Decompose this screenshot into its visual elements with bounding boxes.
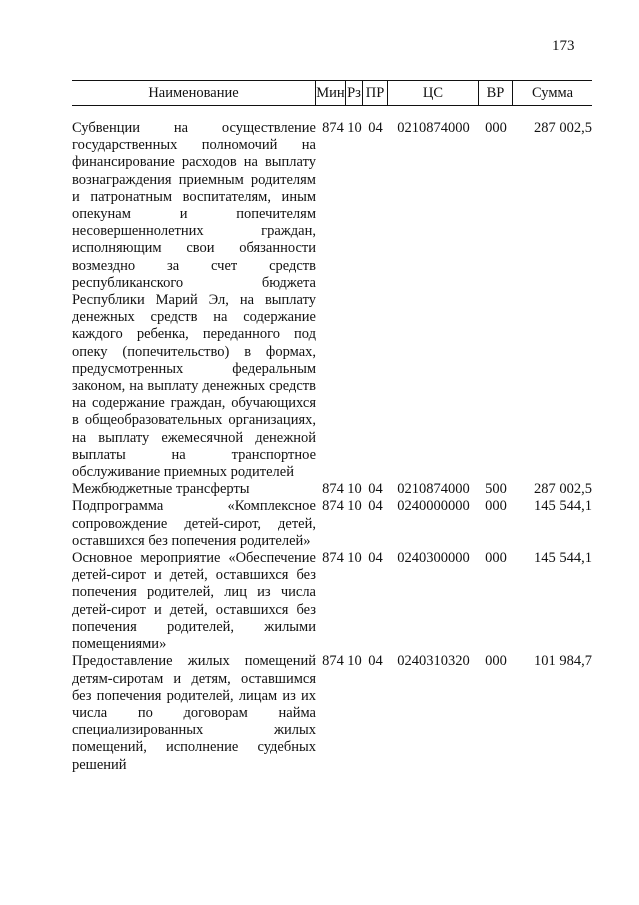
row-min: 874 xyxy=(322,481,344,498)
header-pr: ПР xyxy=(363,81,388,105)
row-vr: 000 xyxy=(485,120,507,136)
header-cs: ЦС xyxy=(388,81,479,105)
row-rz: 10 xyxy=(347,550,362,567)
row-rz: 10 xyxy=(347,120,362,136)
table-row xyxy=(72,498,592,550)
row-sum: 287 002,5 xyxy=(534,481,592,498)
row-min: 874 xyxy=(322,498,344,515)
row-cs: 0240000000 xyxy=(397,498,470,515)
row-vr: 500 xyxy=(485,481,507,498)
row-min: 874 xyxy=(322,120,344,136)
page-number: 173 xyxy=(552,38,575,54)
row-min: 874 xyxy=(322,550,344,567)
row-vr: 000 xyxy=(485,653,507,670)
row-cs: 0240310320 xyxy=(397,653,470,670)
row-vr: 000 xyxy=(485,550,507,567)
row-cs: 0210874000 xyxy=(397,120,470,136)
table-row xyxy=(72,550,592,653)
row-pr: 04 xyxy=(368,498,383,515)
row-pr: 04 xyxy=(368,120,383,136)
row-pr: 04 xyxy=(368,550,383,567)
header-rz: Рз xyxy=(346,81,363,105)
table-row xyxy=(72,120,592,481)
row-name: Основное мероприятие «Обеспечение детей-сирот и детей, оставшихся без попечения родителей, лиц из числа детей-сирот и детей, оставшихся без попечения родителей, жилыми помещениями» xyxy=(72,550,316,653)
row-rz: 10 xyxy=(347,498,362,515)
row-rz: 10 xyxy=(347,653,362,670)
row-min: 874 xyxy=(322,653,344,670)
row-rz: 10 xyxy=(347,481,362,498)
table-row xyxy=(72,481,592,498)
row-name: Предоставление жилых помещений детям-сиротам и детям, оставшимся без попечения родителей, лицам из их числа по договорам найма специализированных жилых помещений, исполнение судебных решений xyxy=(72,653,316,773)
row-vr: 000 xyxy=(485,498,507,515)
header-sum: Сумма xyxy=(531,84,574,101)
row-sum: 145 544,1 xyxy=(534,498,592,515)
row-sum: 287 002,5 xyxy=(534,120,592,136)
header-vr: ВР xyxy=(479,81,513,105)
row-name: Субвенции на осуществление государственных полномочий на финансирование расходов на выплату вознаграждения приемным родителям и патронатным воспитателям, иным опекунам и попечителям несовершеннолетних граждан, исполняющим свои обязанности возмездно за счет средств республиканского бюджета Республики Марий Эл, на выплату денежных средств на содержание каждого ребенка, переданного под опеку (попечительство) в формах, предусмотренных федеральным законом, на выплату денежных средств на содержание граждан, обучающихся в общеобразовательных организациях, на выплату ежемесячной денежной выплаты на транспортное обслуживание приемных родителей xyxy=(72,120,316,481)
row-cs: 0210874000 xyxy=(397,481,470,498)
row-name: Подпрограмма «Комплексное сопровождение детей-сирот, детей, оставшихся без попечения родителей» xyxy=(72,498,316,549)
row-cs: 0240300000 xyxy=(397,550,470,567)
row-name: Межбюджетные трансферты xyxy=(72,481,250,498)
table-header xyxy=(72,80,592,106)
header-min: Мин xyxy=(316,81,346,105)
row-pr: 04 xyxy=(368,481,383,498)
header-name: Наименование xyxy=(72,81,316,105)
row-sum: 145 544,1 xyxy=(534,550,592,567)
row-pr: 04 xyxy=(368,653,383,670)
table-row xyxy=(72,653,592,773)
row-sum: 101 984,7 xyxy=(534,653,592,670)
table-body xyxy=(72,120,592,774)
